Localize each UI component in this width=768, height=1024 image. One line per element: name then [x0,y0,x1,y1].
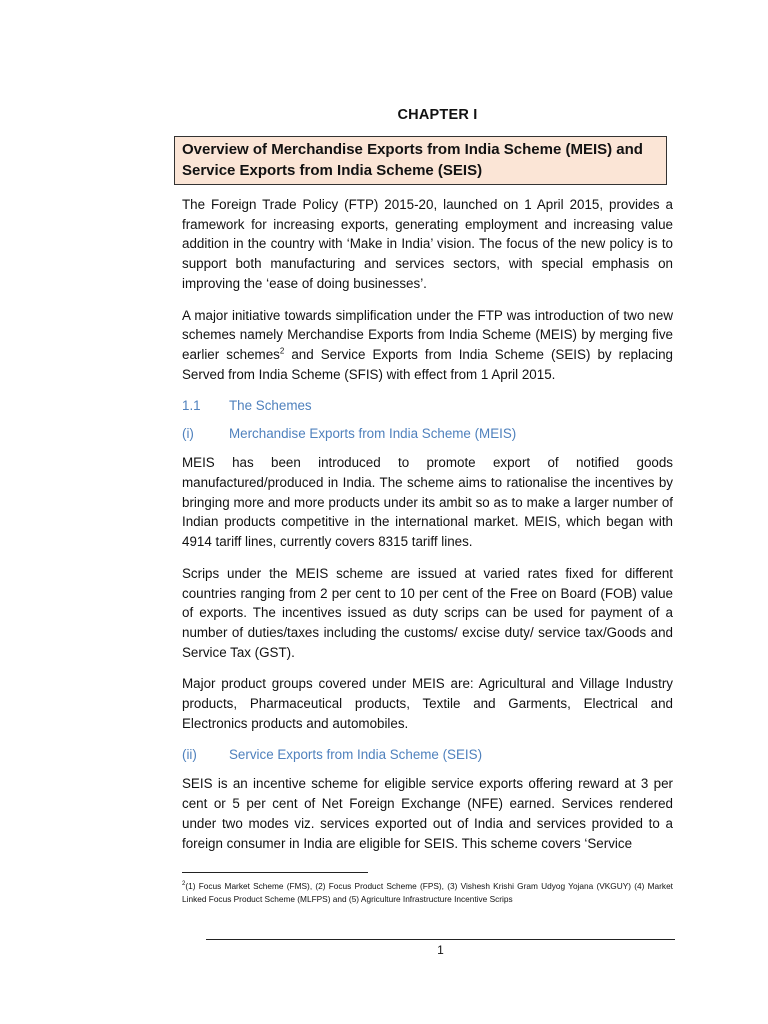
chapter-label: CHAPTER I [397,107,478,123]
footnote-separator [182,872,368,873]
paragraph-meis-product-groups: Major product groups covered under MEIS are: Agricultural and Village Industry products, Pharmaceutical products, Textile and Garments, Electrical and Electronics products and automobiles. [182,676,673,731]
subsection-number: (i) [182,426,194,442]
paragraph-new-schemes-part2: and Service Exports from India Scheme (SEIS) by replacing Served from India Scheme (SFIS) with effect from 1 April 2015. [182,346,673,382]
section-title: The Schemes [229,398,312,414]
paragraph-meis-scrips: Scrips under the MEIS scheme are issued at varied rates fixed for different countries ranging from 2 per cent to 10 per cent of the Free on Board (FOB) value of exports. The incentives issued as duty scrips can be used for payment of a number of duties/taxes including the customs/ excise duty/ service tax/Goods and Service Tax (GST). [182,565,673,660]
subsection-title: Merchandise Exports from India Scheme (MEIS) [229,426,517,442]
footnote-mark: 2 [182,881,186,888]
footnote-reference[interactable]: 2 [279,346,285,356]
footer-rule [206,939,675,940]
paragraph-new-schemes [182,306,673,385]
section-number: 1.1 [182,398,201,414]
paragraph-seis-intro: SEIS is an incentive scheme for eligible service exports offering reward at 3 per cent or 5 per cent of Net Foreign Exchange (NFE) earned. Services rendered under two modes viz. services exported out of India and services provided to a foreign consumer in India are eligible for SEIS. This scheme covers ‘Service [182,776,673,851]
paragraph-new-schemes-part1: A major initiative towards simplification under the FTP was introduction of two new schemes namely Merchandise Exports from India Scheme (MEIS) by merging five earlier schemes [182,307,673,362]
footnote-text: (1) Focus Market Scheme (FMS), (2) Focus Product Scheme (FPS), (3) Vishesh Krishi Gram Udyog Yojana (VKGUY) (4) Market Linked Focus Product Scheme (MLFPS) and (5) Agriculture Infrastructure Incentive Scrips [182,881,673,904]
subsection-number: (ii) [182,747,197,763]
main-content [182,104,673,865]
section-heading-schemes [182,396,673,416]
subsection-title: Service Exports from India Scheme (SEIS) [229,747,483,763]
chapter-title-box: Overview of Merchandise Exports from India Scheme (MEIS) and Service Exports from India Scheme (SEIS) [174,136,667,185]
page-number: 1 [437,943,444,957]
subsection-heading-meis [182,424,673,444]
footnote [182,880,673,905]
paragraph-ftp-overview: The Foreign Trade Policy (FTP) 2015-20, launched on 1 April 2015, provides a framework for increasing exports, generating employment and increasing value addition in the country with ‘Make in India’ vision. The focus of the new policy is to support both manufacturing and services sectors, with special emphasis on improving the ‘ease of doing businesses’. [182,197,673,291]
paragraph-meis-intro: MEIS has been introduced to promote export of notified goods manufactured/produced in India. The scheme aims to rationalise the incentives by bringing more and more products under its ambit so as to make a larger number of Indian products competitive in the international market. MEIS, which began with 4914 tariff lines, currently covers 8315 tariff lines. [182,455,673,550]
subsection-heading-seis [182,745,673,765]
